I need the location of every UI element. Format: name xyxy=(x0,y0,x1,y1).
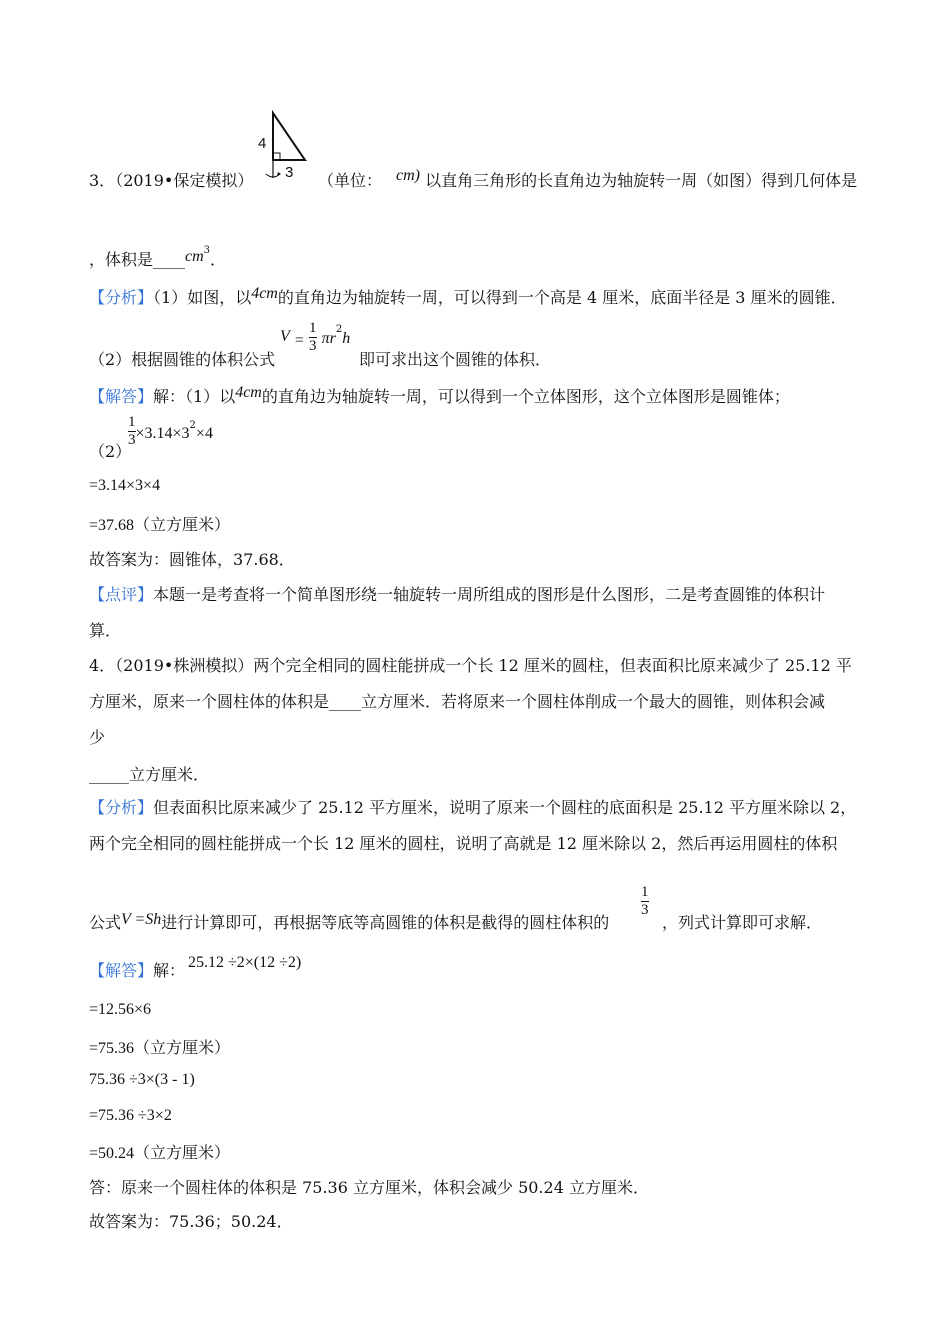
q3-answer-label2: （2） xyxy=(89,442,132,461)
answer-tag: 【解答】 xyxy=(89,961,154,980)
q4-calc3: =75.36（立方厘米） xyxy=(89,1038,231,1057)
comment-tag: 【点评】 xyxy=(89,585,154,604)
q3-comment-line2: 算． xyxy=(89,621,122,640)
q4-stem-line2: 方厘米，原来一个圆柱体的体积是____立方厘米．若将原来一个圆柱体削成一个最大的圆锥，则体积会减 xyxy=(89,692,826,711)
q3-analysis-line1: 【分析】（1）如图，以4cm的直角边为轴旋转一周，可以得到一个高是 4 厘米，底面半径是 3 厘米的圆锥． xyxy=(89,285,847,307)
q3-number: 3． xyxy=(89,171,116,190)
q3-final-answer: 故答案为：圆锥体，37.68． xyxy=(89,550,295,569)
q4-stem-line1: 4．（2019•株洲模拟）两个完全相同的圆柱能拼成一个长 12 厘米的圆柱，但表面积比原来减少了 25.12 平 xyxy=(89,656,852,675)
q3-calc1: $\frac{1}{3}$ $\times 3.14\times 3^2\times 4$ xyxy=(128,414,213,448)
horizontal-side-label: 3 xyxy=(285,164,294,181)
q3-analysis-line2: （2）根据圆锥的体积公式 xyxy=(89,350,276,369)
q4-analysis-line2: 两个完全相同的圆柱能拼成一个长 12 厘米的圆柱，说明了高就是 12 厘米除以 2，然后再运用圆柱的体积 xyxy=(89,834,838,853)
unit-cm: cm) xyxy=(396,167,420,184)
q4-calc4: 75.36 ÷3×(3 - 1) xyxy=(89,1071,195,1088)
q4-answer-blank1: ____ xyxy=(329,692,362,711)
q4-analysis-line1: 【分析】但表面积比原来减少了 25.12 平方厘米，说明了原来一个圆柱的底面积是 25.12 平方厘米除以 2， xyxy=(89,798,857,817)
answer-tag: 【解答】 xyxy=(89,387,154,406)
q4-calc5: =75.36 ÷3×2 xyxy=(89,1107,172,1124)
q4-fraction: $\frac{1}{3}$ xyxy=(641,884,649,918)
q4-calc2: =12.56×6 xyxy=(89,1001,152,1018)
q4-analysis-line3: 公式V =Sh进行计算即可，再根据等底等高圆锥的体积是截得的圆柱体积的 xyxy=(89,911,610,932)
q4-calc1: 25.12 ÷2×(12 ÷2) xyxy=(188,954,302,971)
q3-stem-line xyxy=(89,170,253,192)
fraction-one-third: $\frac{1}{3}$ xyxy=(309,320,317,354)
vertical-side-label: 4 xyxy=(258,135,267,152)
analysis-tag: 【分析】 xyxy=(89,798,154,817)
q3-calc3: =37.68（立方厘米） xyxy=(89,515,231,534)
q4-stem-line4: _____立方厘米． xyxy=(89,765,210,784)
q3-triangle-figure xyxy=(256,108,312,184)
q4-reply: 答：原来一个圆柱体的体积是 75.36 立方厘米，体积会减少 50.24 立方厘米． xyxy=(89,1178,649,1197)
q3-stem-continued: （单位： cm) 以直角三角形的长直角边为轴旋转一周（如图）得到几何体是 xyxy=(318,167,858,190)
q4-answer-blank2: _____ xyxy=(89,765,129,784)
q3-source: （2019•保定模拟） xyxy=(115,171,254,190)
q3-stem-text: 以直角三角形的长直角边为轴旋转一周（如图）得到几何体是 xyxy=(425,171,858,190)
q3-stem-line2: ，体积是$\_\_\_\_cm^3$． xyxy=(89,245,227,269)
q3-calc2: =3.14×3×4 xyxy=(89,477,161,494)
q4-calc6: =50.24（立方厘米） xyxy=(89,1143,231,1162)
q4-stem-line3: 少 xyxy=(89,728,106,747)
q3-answer-line1: 【解答】解：（1）以4cm的直角边为轴旋转一周，可以得到一个立体图形，这个立体图形是圆锥体； xyxy=(89,384,790,406)
cone-volume-formula: V = $\frac{1}{3}$ $\pi r^2h$ xyxy=(280,320,351,354)
q4-final-answer: 故答案为：75.36；50.24． xyxy=(89,1212,293,1231)
analysis-tag: 【分析】 xyxy=(89,288,154,307)
q4-analysis-line3-end: ，列式计算即可求解． xyxy=(662,913,823,932)
q4-answer-line: 【解答】解： xyxy=(89,961,186,980)
cylinder-volume-formula: V =Sh xyxy=(121,911,162,928)
q3-answer-blank: ____ xyxy=(153,250,186,269)
q3-comment-line1: 【点评】本题一是考查将一个简单图形绕一轴旋转一周所组成的图形是什么图形，二是考查圆锥的体积计 xyxy=(89,585,826,604)
q3-analysis-line2-end: 即可求出这个圆锥的体积． xyxy=(359,350,552,369)
